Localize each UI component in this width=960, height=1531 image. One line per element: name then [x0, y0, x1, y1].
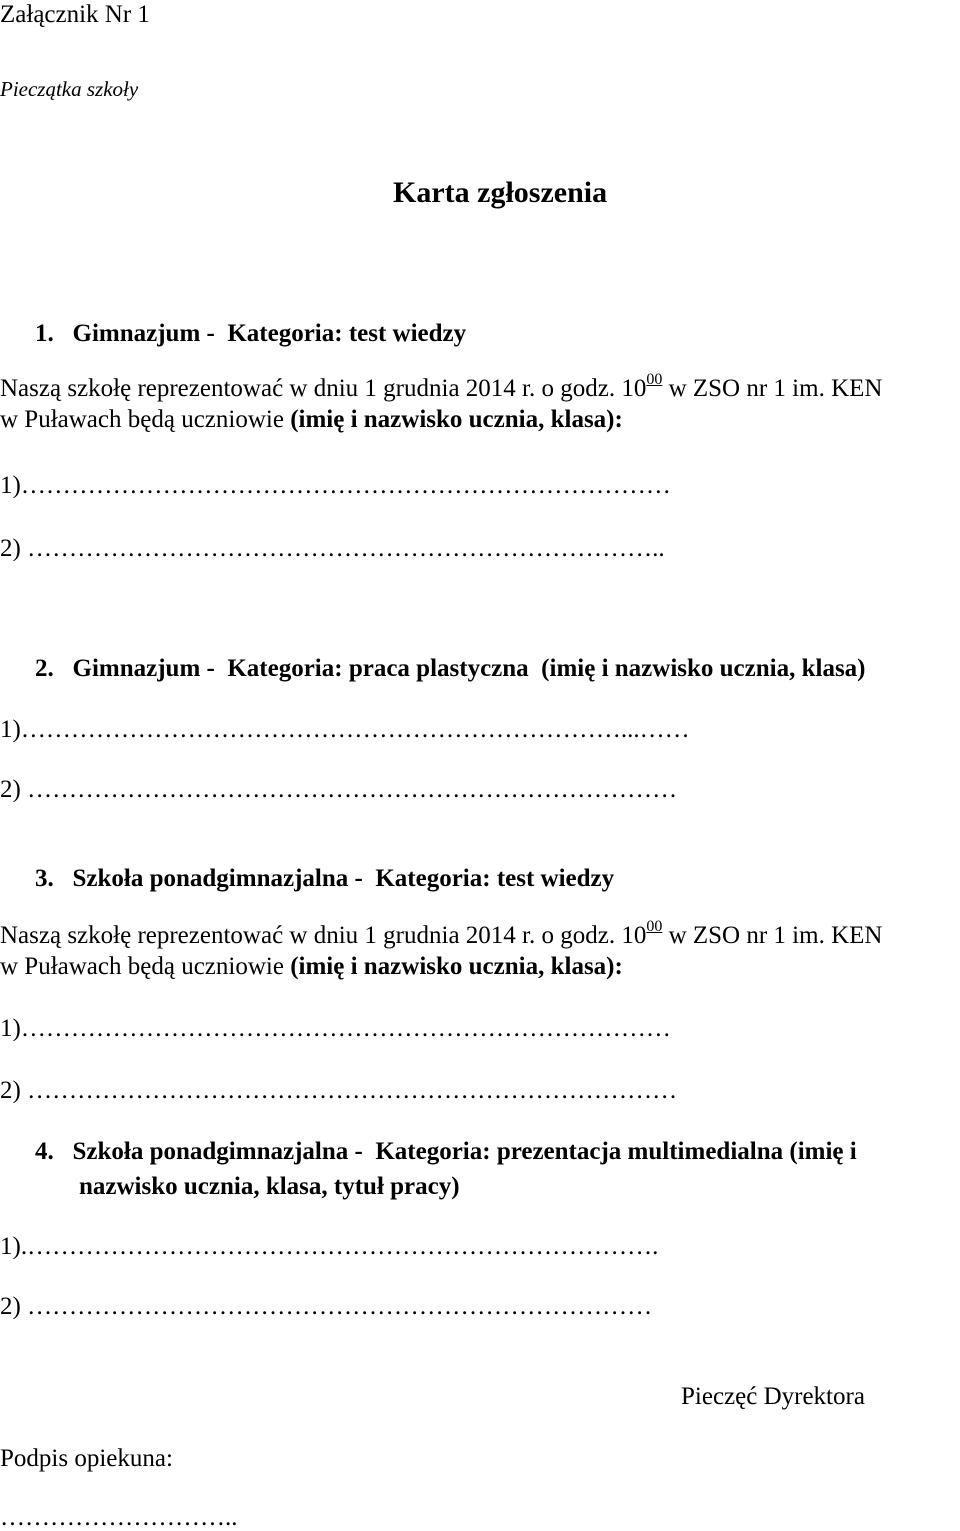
section-1-entry-2[interactable]: 2) …………………………………………………………………..	[0, 536, 665, 561]
intro-text: Naszą szkołę reprezentować w dniu 1 grudnia 2014 r. o godz. 10	[0, 922, 647, 949]
signature-line[interactable]: ………………………..	[0, 1504, 238, 1531]
intro-bold-text: (imię i nazwisko ucznia, klasa):	[290, 406, 623, 433]
section-3-entry-1[interactable]: 1)……………………………………………………………………	[0, 1016, 671, 1041]
school-stamp-label: Pieczątka szkoły	[0, 77, 139, 101]
intro-text: w Puławach będą uczniowie	[0, 953, 291, 980]
intro-text: Naszą szkołę reprezentować w dniu 1 grudnia 2014 r. o godz. 10	[0, 375, 647, 402]
section-3-intro-line-2	[0, 954, 623, 979]
intro-text-cont: w ZSO nr 1 im. KEN	[662, 375, 883, 402]
section-4-entry-2[interactable]: 2) …………………………………………………………………	[0, 1294, 653, 1319]
time-minutes-superscript: 00	[646, 918, 663, 935]
page-title: Karta zgłoszenia	[393, 176, 608, 209]
attachment-label: Załącznik Nr 1	[0, 1, 150, 28]
section-2-heading: 2. Gimnazjum - Kategoria: praca plastyczna (imię i nazwisko ucznia, klasa)	[35, 655, 866, 682]
section-4-entry-1[interactable]: 1).………………………………………………………………….	[0, 1234, 659, 1259]
section-3-heading: 3. Szkoła ponadgimnazjalna - Kategoria: test wiedzy	[35, 865, 615, 892]
director-stamp-label: Pieczęć Dyrektora	[681, 1383, 865, 1410]
section-1-intro-line-1	[0, 371, 883, 402]
section-3-intro-line-1	[0, 918, 883, 949]
section-4-heading-line-2: nazwisko ucznia, klasa, tytuł pracy)	[79, 1173, 460, 1200]
section-1-heading: 1. Gimnazjum - Kategoria: test wiedzy	[35, 320, 467, 347]
intro-text-cont: w ZSO nr 1 im. KEN	[662, 922, 883, 949]
section-4-heading-line-1: 4. Szkoła ponadgimnazjalna - Kategoria: prezentacja multimedialna (imię i	[35, 1138, 857, 1165]
section-1-entry-1[interactable]: 1)……………………………………………………………………	[0, 473, 671, 498]
section-3-entry-2[interactable]: 2) ……………………………………………………………………	[0, 1078, 678, 1103]
guardian-signature-label: Podpis opiekuna:	[0, 1445, 173, 1472]
section-2-entry-1[interactable]: 1)………………………………………………………………...……	[0, 717, 690, 742]
section-1-intro-line-2	[0, 407, 623, 432]
intro-bold-text: (imię i nazwisko ucznia, klasa):	[290, 953, 623, 980]
time-minutes-superscript: 00	[646, 371, 663, 388]
intro-text: w Puławach będą uczniowie	[0, 406, 291, 433]
section-2-entry-2[interactable]: 2) ……………………………………………………………………	[0, 777, 678, 802]
